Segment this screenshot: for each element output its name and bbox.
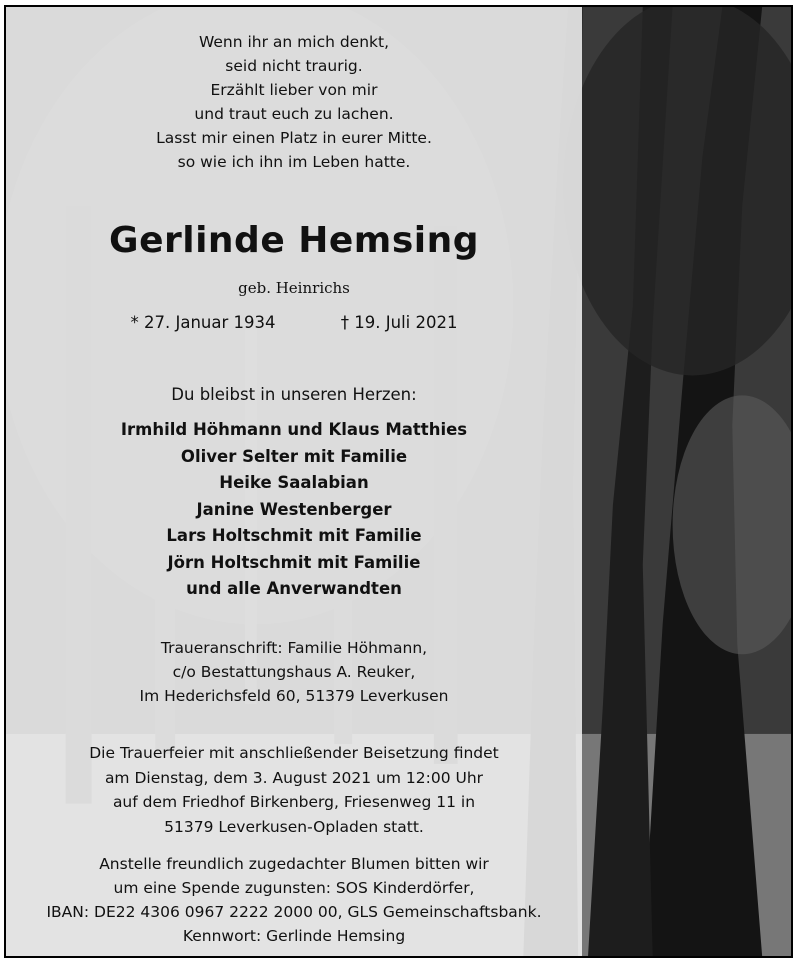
service-line: Die Trauerfeier mit anschließender Beisetzung findet bbox=[89, 744, 499, 762]
mourners-list bbox=[6, 417, 582, 603]
death-date: † 19. Juli 2021 bbox=[340, 313, 458, 332]
maiden-name: geb. Heinrichs bbox=[238, 279, 350, 297]
deceased-name: Gerlinde Hemsing bbox=[109, 220, 479, 261]
mourner: Oliver Selter mit Familie bbox=[180, 446, 408, 466]
obituary-frame bbox=[4, 5, 793, 958]
address-line: Traueranschrift: Familie Höhmann, bbox=[160, 639, 428, 657]
poem-line: Erzählt lieber von mir bbox=[210, 81, 378, 99]
poem-line: und traut euch zu lachen. bbox=[194, 105, 394, 123]
mourning-address bbox=[6, 636, 582, 708]
obituary-text bbox=[6, 7, 582, 956]
address-line: c/o Bestattungshaus A. Reuker, bbox=[172, 663, 416, 681]
mourner: Jörn Holtschmit mit Familie bbox=[167, 552, 421, 572]
service-line: auf dem Friedhof Birkenberg, Friesenweg 11 in bbox=[112, 793, 476, 811]
address-line: Im Hederichsfeld 60, 51379 Leverkusen bbox=[139, 687, 449, 705]
mourner: Heike Saalabian bbox=[219, 473, 369, 492]
poem bbox=[6, 30, 582, 174]
service-line: am Dienstag, dem 3. August 2021 um 12:00 Uhr bbox=[104, 768, 484, 787]
donation-line: IBAN: DE22 4306 0967 2222 2000 00, GLS Gemeinschaftsbank. bbox=[46, 903, 542, 921]
mourners-intro: Du bleibst in unseren Herzen: bbox=[171, 385, 417, 404]
funeral-service-info bbox=[6, 741, 582, 839]
poem-line: seid nicht traurig. bbox=[225, 57, 363, 75]
mourner: und alle Anverwandten bbox=[186, 579, 402, 598]
mourner: Irmhild Höhmann und Klaus Matthies bbox=[120, 420, 468, 439]
birth-date: * 27. Januar 1934 bbox=[130, 313, 276, 332]
poem-line: so wie ich ihn im Leben hatte. bbox=[177, 153, 411, 171]
donation-line: um eine Spende zugunsten: SOS Kinderdörfer, bbox=[113, 879, 475, 897]
service-line: 51379 Leverkusen-Opladen statt. bbox=[164, 817, 424, 836]
donation-request bbox=[6, 852, 582, 948]
donation-line: Kennwort: Gerlinde Hemsing bbox=[182, 927, 406, 945]
poem-line: Lasst mir einen Platz in eurer Mitte. bbox=[156, 129, 432, 147]
poem-line: Wenn ihr an mich denkt, bbox=[198, 33, 390, 51]
donation-line: Anstelle freundlich zugedachter Blumen bitten wir bbox=[99, 855, 489, 873]
mourner: Lars Holtschmit mit Familie bbox=[166, 526, 422, 545]
mourner: Janine Westenberger bbox=[196, 499, 392, 519]
life-dates bbox=[6, 313, 582, 332]
